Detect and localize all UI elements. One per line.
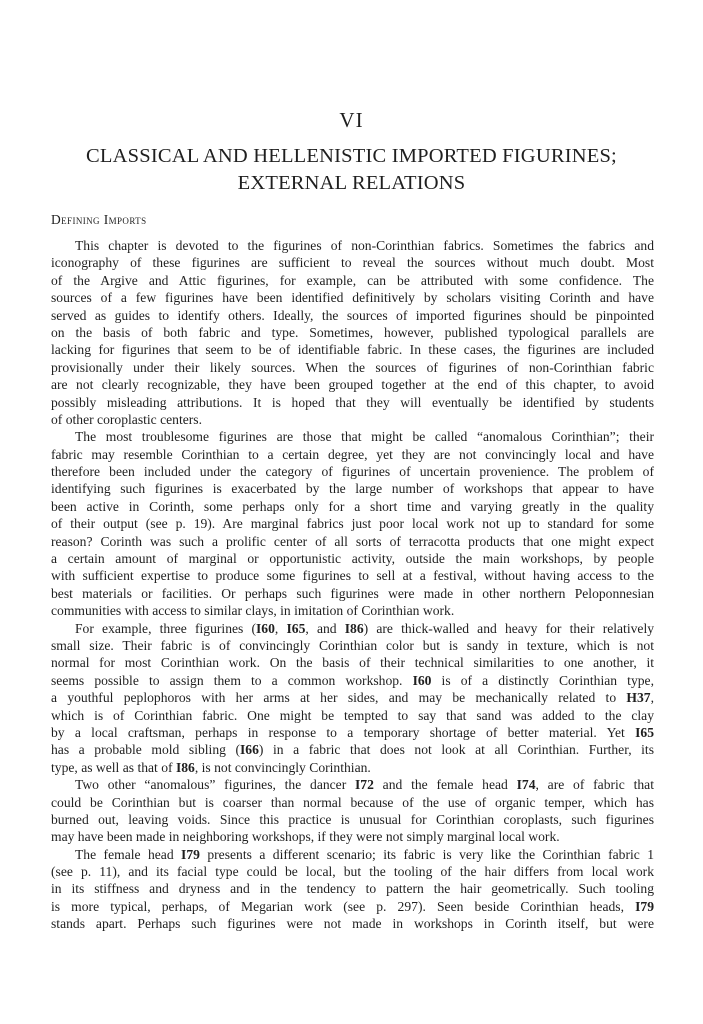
text-line: communities with access to similar clays, in imitation of Corinthian work. — [51, 603, 455, 619]
catalog-number: I60 — [256, 620, 275, 636]
text-line: type, as well as that of I86, is not convincingly Corinthian. — [51, 759, 371, 775]
text-line: is more typical, perhaps, of Megarian work (see p. 297). Seen beside Corinthian heads, I79 — [51, 898, 654, 914]
catalog-number: I65 — [286, 620, 306, 636]
text-line: of the Argive and Attic figurines, for example, can be attributed with some confidence. The — [51, 272, 654, 288]
text-line: For example, three figurines (I60, I65, and I86) are thick-walled and heavy for their relatively — [75, 620, 655, 636]
body-text — [51, 237, 654, 933]
text-line: been active in Corinth, some perhaps only for a short time and varying greatly in the quality — [51, 498, 654, 514]
catalog-number: I86 — [344, 620, 364, 636]
text-line: lacking for figurines that seem to be of identifiable fabric. In these cases, the figurines are included — [51, 342, 654, 358]
text-line: The female head I79 presents a different scenario; its fabric is very like the Corinthian fabric 1 — [75, 846, 655, 862]
text-line: a certain amount of marginal or opportunistic activity, outside the main workshops, by people — [51, 551, 654, 567]
text-line: fabric may resemble Corinthian to a certain degree, yet they are not convincingly local and have — [51, 446, 654, 462]
text-line: with sufficient expertise to produce some figurines to sell at a festival, without having access to the — [51, 568, 654, 584]
text-line: has a probable mold sibling (I66) in a fabric that does not look at all Corinthian. Further, its — [51, 742, 654, 758]
catalog-number: I79 — [635, 898, 654, 914]
text-line: possibly misleading attributions. It is hoped that they will eventually be identified by students — [51, 394, 654, 410]
text-line: in its stiffness and dryness and in the tendency to pattern the hair geometrically. Such tooling — [51, 881, 654, 897]
text-line: seems possible to assign them to a common workshop. I60 is of a distinctly Corinthian type, — [51, 672, 654, 688]
catalog-number: I66 — [240, 742, 259, 758]
text-line: small size. Their fabric is of convincingly Corinthian color but is sandy in texture, which is not — [51, 637, 654, 653]
text-line: iconography of these figurines are sufficient to reveal the sources without much doubt. Most — [51, 255, 654, 271]
text-line: could be Corinthian but is coarser than normal because of the use of organic temper, which has — [51, 794, 654, 810]
text-line: a youthful peplophoros with her arms at her sides, and may be mechanically related to H37, — [51, 690, 654, 706]
section-heading: Defining Imports — [51, 212, 147, 227]
chapter-number: VI — [339, 108, 364, 132]
text-line: reason? Corinth was such a prolific center of all sorts of terracotta products that one might expect — [51, 533, 654, 549]
catalog-number: H37 — [626, 690, 651, 706]
text-line: served as guides to identify others. Ideally, the sources of imported figurines should be pinpointed — [51, 307, 654, 323]
catalog-number: I60 — [412, 672, 432, 688]
text-line: may have been made in neighboring workshops, if they were not simply marginal local work. — [51, 829, 560, 845]
text-line: identifying such figurines is exacerbated by the large number of workshops that appear to have — [51, 481, 654, 497]
text-line: burned out, leaving voids. Since this practice is unusual for Corinthian coroplasts, such figurines — [51, 811, 654, 827]
text-line: are not clearly recognizable, they have been grouped together at the end of this chapter, to avoid — [51, 377, 654, 393]
text-line: normal for most Corinthian work. On the basis of their technical similarities to one another, it — [51, 655, 654, 671]
catalog-number: I74 — [516, 777, 536, 793]
text-line: by a local craftsman, perhaps in response to a temporary shortage of better material. Yet I65 — [51, 724, 654, 740]
chapter-title — [20, 143, 683, 197]
text-line: sources of a few figurines have been identified definitively by scholars visiting Corinth and have — [51, 290, 654, 306]
chapter-title-line-2: EXTERNAL RELATIONS — [237, 172, 466, 194]
chapter-title-line-1: CLASSICAL AND HELLENISTIC IMPORTED FIGURINES; — [86, 145, 617, 167]
catalog-number: I65 — [635, 724, 654, 740]
text-line: of their output (see p. 19). Are marginal fabrics just poor local work not up to standard for some — [51, 516, 654, 532]
catalog-number: I79 — [181, 846, 200, 862]
text-line: (see p. 11), and its facial type could be local, but the tooling of the hair differs from local work — [51, 864, 654, 880]
text-line: best materials or facilities. Or perhaps such figurines were made in other northern Peloponnesian — [51, 585, 654, 601]
text-line: therefore been included under the category of figurines of uncertain provenience. The problem of — [51, 464, 654, 480]
text-line: This chapter is devoted to the figurines of non-Corinthian fabrics. Sometimes the fabrics and — [75, 238, 654, 253]
text-line: stands apart. Perhaps such figurines were not made in workshops in Corinth itself, but were — [51, 916, 654, 932]
text-line: which is of Corinthian fabric. One might be tempted to say that sand was added to the clay — [51, 707, 654, 723]
catalog-number: I72 — [355, 777, 374, 793]
text-line: Two other “anomalous” figurines, the dancer I72 and the female head I74, are of fabric that — [75, 777, 654, 793]
text-line: provisionally under their likely sources. When the sources of figurines of non-Corinthian fabric — [51, 359, 654, 375]
text-line: The most troublesome figurines are those that might be called “anomalous Corinthian”; their — [75, 429, 654, 445]
text-line: of other coroplastic centers. — [51, 411, 202, 427]
catalog-number: I86 — [175, 759, 195, 775]
text-line: on the basis of both fabric and type. Sometimes, however, published typological parallels are — [51, 324, 654, 340]
